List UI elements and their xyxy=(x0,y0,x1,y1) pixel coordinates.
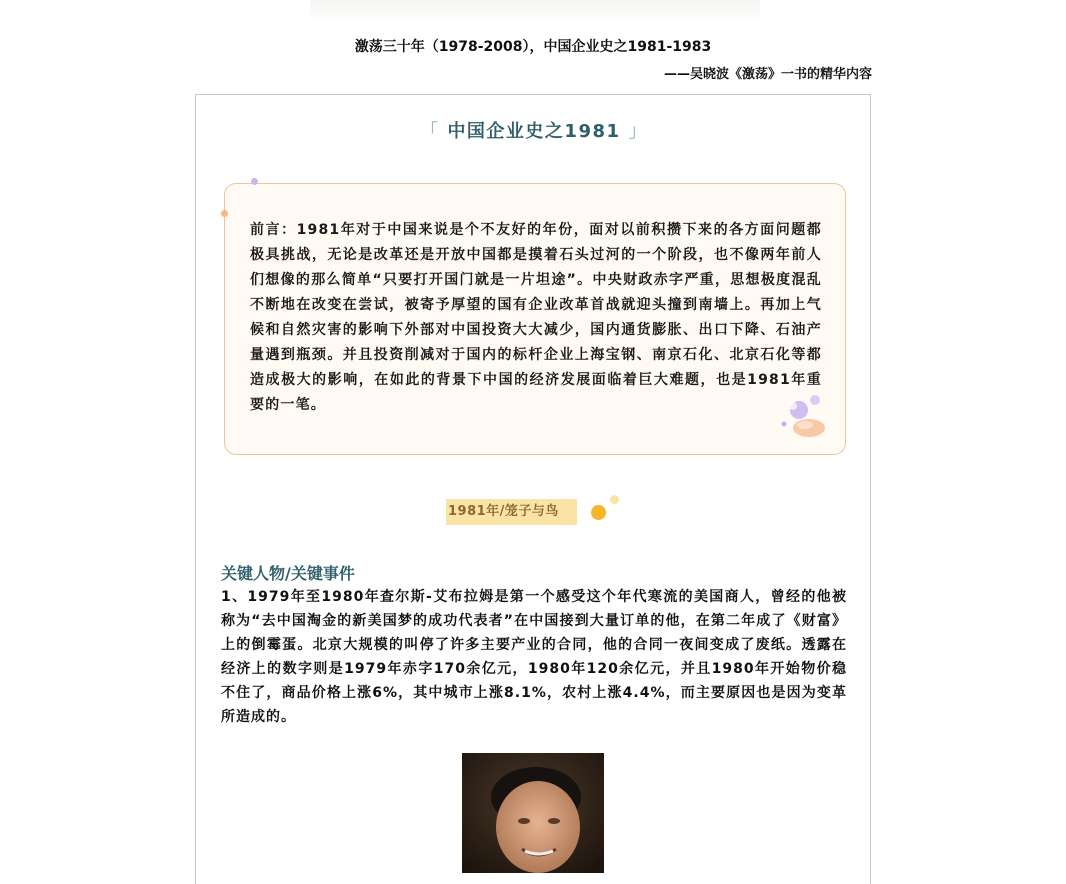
section-title xyxy=(196,117,872,143)
page-title: 激荡三十年（1978-2008），中国企业史之1981-1983 xyxy=(354,39,712,55)
top-banner-fade xyxy=(310,0,760,22)
tag-dot-icon xyxy=(591,505,606,520)
content-card xyxy=(195,94,871,884)
title-bracket-open: 「 xyxy=(420,121,440,142)
intro-text: 前言：1981年对于中国来说是个不友好的年份，面对以前积攒下来的各方面问题都极具挑战，无论是改革还是开放中国都是摸着石头过河的一个阶段，也不像两年前人们想像的那么简单“只要打开国门就是一片坦途”。中央财政赤字严重，思想极度混乱不断地在改变在尝试，被寄予厚望的国有企业改革首战就迎头撞到南墙上。再加上气候和自然灾害的影响下外部对中国投资大大减少，国内通货膨胀、出口下降、石油产量遇到瓶颈。并且投资削减对于国内的标杆企业上海宝钢、南京石化、北京石化等都造成极大的影响，在如此的背景下中国的经济发展面临着巨大难题，也是1981年重要的一笔。 xyxy=(250,222,822,413)
page-subtitle: ——吴晓波《激荡》一书的精华内容 xyxy=(663,67,872,82)
portrait-photo xyxy=(462,753,604,873)
intro-box xyxy=(224,183,846,455)
portrait-icon xyxy=(462,753,604,873)
chapter-tag xyxy=(196,495,872,535)
tag-dot-icon xyxy=(610,495,619,504)
title-bracket-close: 」 xyxy=(628,121,648,142)
section-title-text: 中国企业史之1981 xyxy=(447,121,621,142)
decor-dot-icon xyxy=(221,210,228,217)
chapter-tag-label: 1981年/笼子与鸟 xyxy=(446,499,577,525)
key-section-heading: 关键人物/关键事件 xyxy=(221,564,355,583)
decor-dot-icon xyxy=(251,178,258,185)
key-section-paragraph: 1、1979年至1980年查尔斯-艾布拉姆是第一个感受这个年代寒流的美国商人，曾经的他被称为“去中国淘金的新美国梦的成功代表者”在中国接到大量订单的他，在第二年成了《财富》上的倒霉蛋。北京大规模的叫停了许多主要产业的合同，他的合同一夜间变成了废纸。透露在经济上的数字则是1979年赤字170余亿元，1980年120余亿元，并且1980年开始物价稳不住了，商品价格上涨6%，其中城市上涨8.1%，农村上涨4.4%，而主要原因也是因为变革所造成的。 xyxy=(221,589,847,725)
decor-bubbles-icon xyxy=(779,392,831,442)
